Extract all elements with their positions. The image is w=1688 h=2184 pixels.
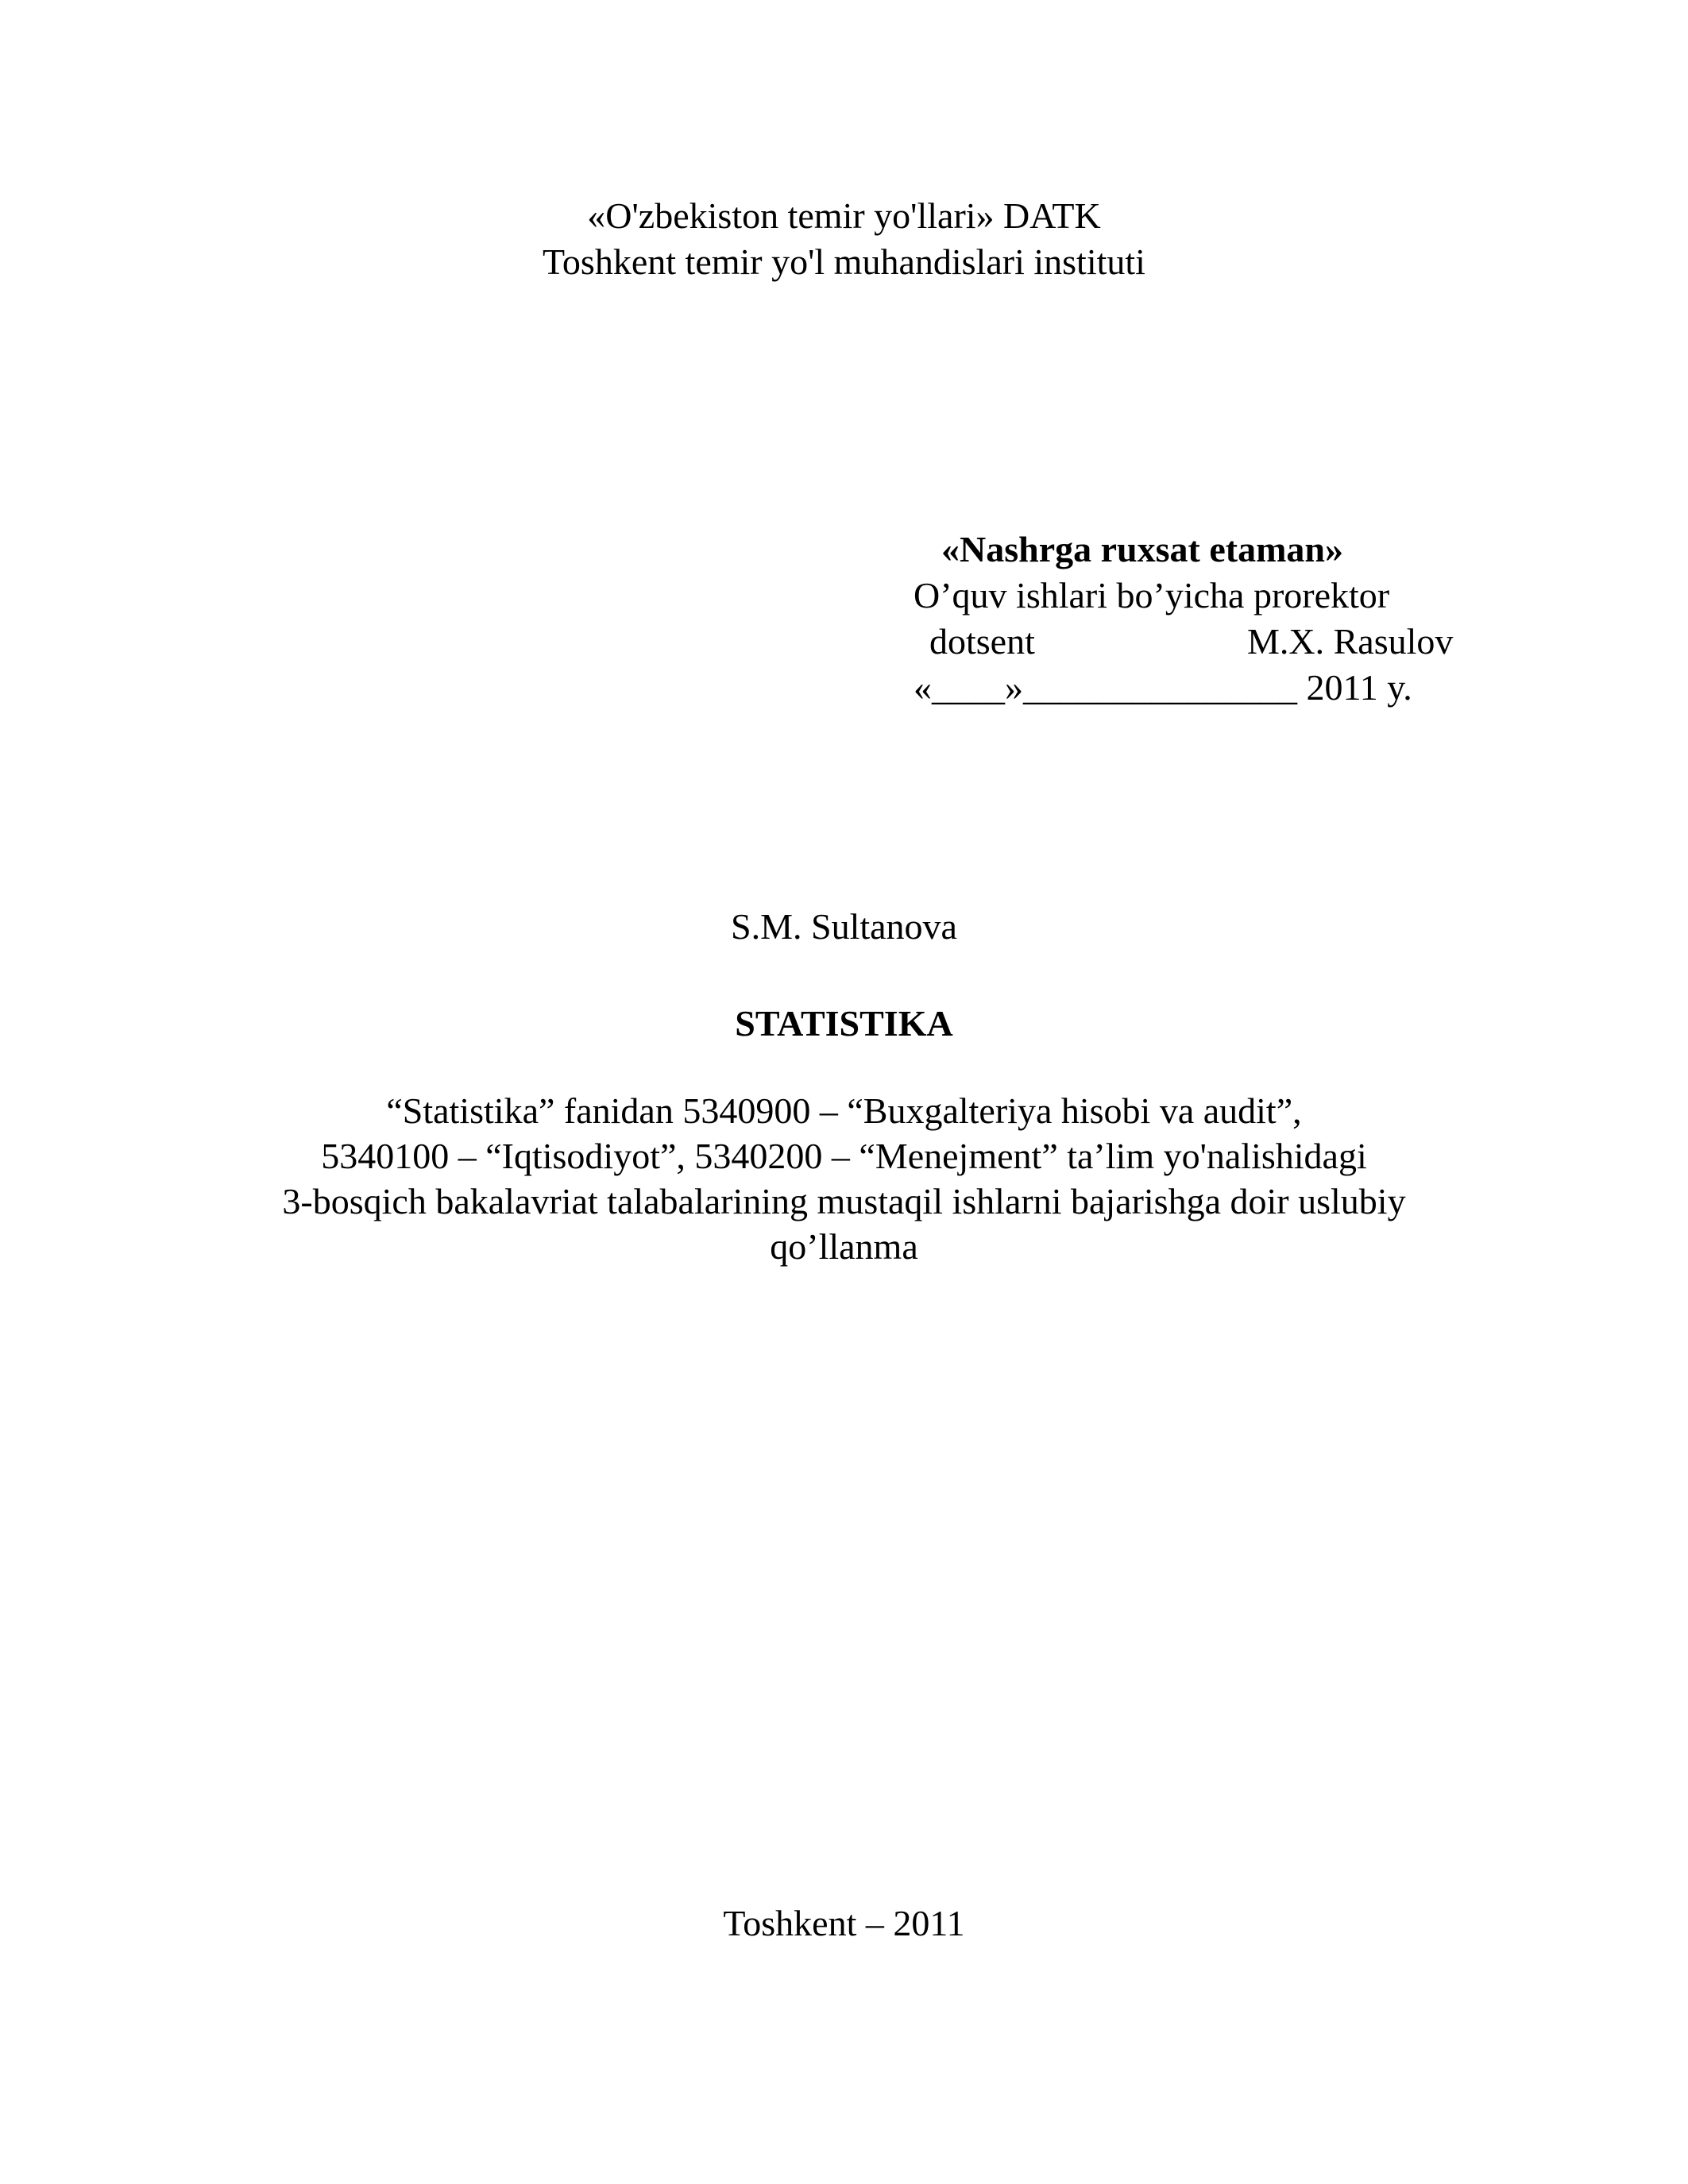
approval-date-line: «____»_______________ 2011 y. [914,667,1412,708]
approval-position: O’quv ishlari bo’yicha prorektor [914,575,1390,615]
approval-title: dotsent [929,621,1035,662]
author-name: S.M. Sultanova [731,906,957,947]
approval-heading: «Nashrga ruxsat etaman» [941,529,1343,569]
place-and-year: Toshkent – 2011 [723,1903,965,1943]
book-title: STATISTIKA [735,1003,953,1044]
description-line-3: 3-bosqich bakalavriat talabalarining mustaqil ishlarni bajarishga doir uslubiy [282,1181,1406,1221]
organization-name: «O'zbekiston temir yo'llari» DATK [587,195,1101,236]
book-description [0,1088,1688,1269]
institute-name: Toshkent temir yo'l muhandislari instituti [543,241,1145,282]
description-line-2: 5340100 – “Iqtisodiyot”, 5340200 – “Menejment” ta’lim yo'nalishidagi [321,1136,1367,1176]
organization-header [0,193,1688,285]
description-line-4: qo’llanma [770,1226,918,1267]
approver-name: M.X. Rasulov [1247,621,1454,662]
description-line-1: “Statistika” fanidan 5340900 – “Buxgalteriya hisobi va audit”, [386,1090,1302,1131]
